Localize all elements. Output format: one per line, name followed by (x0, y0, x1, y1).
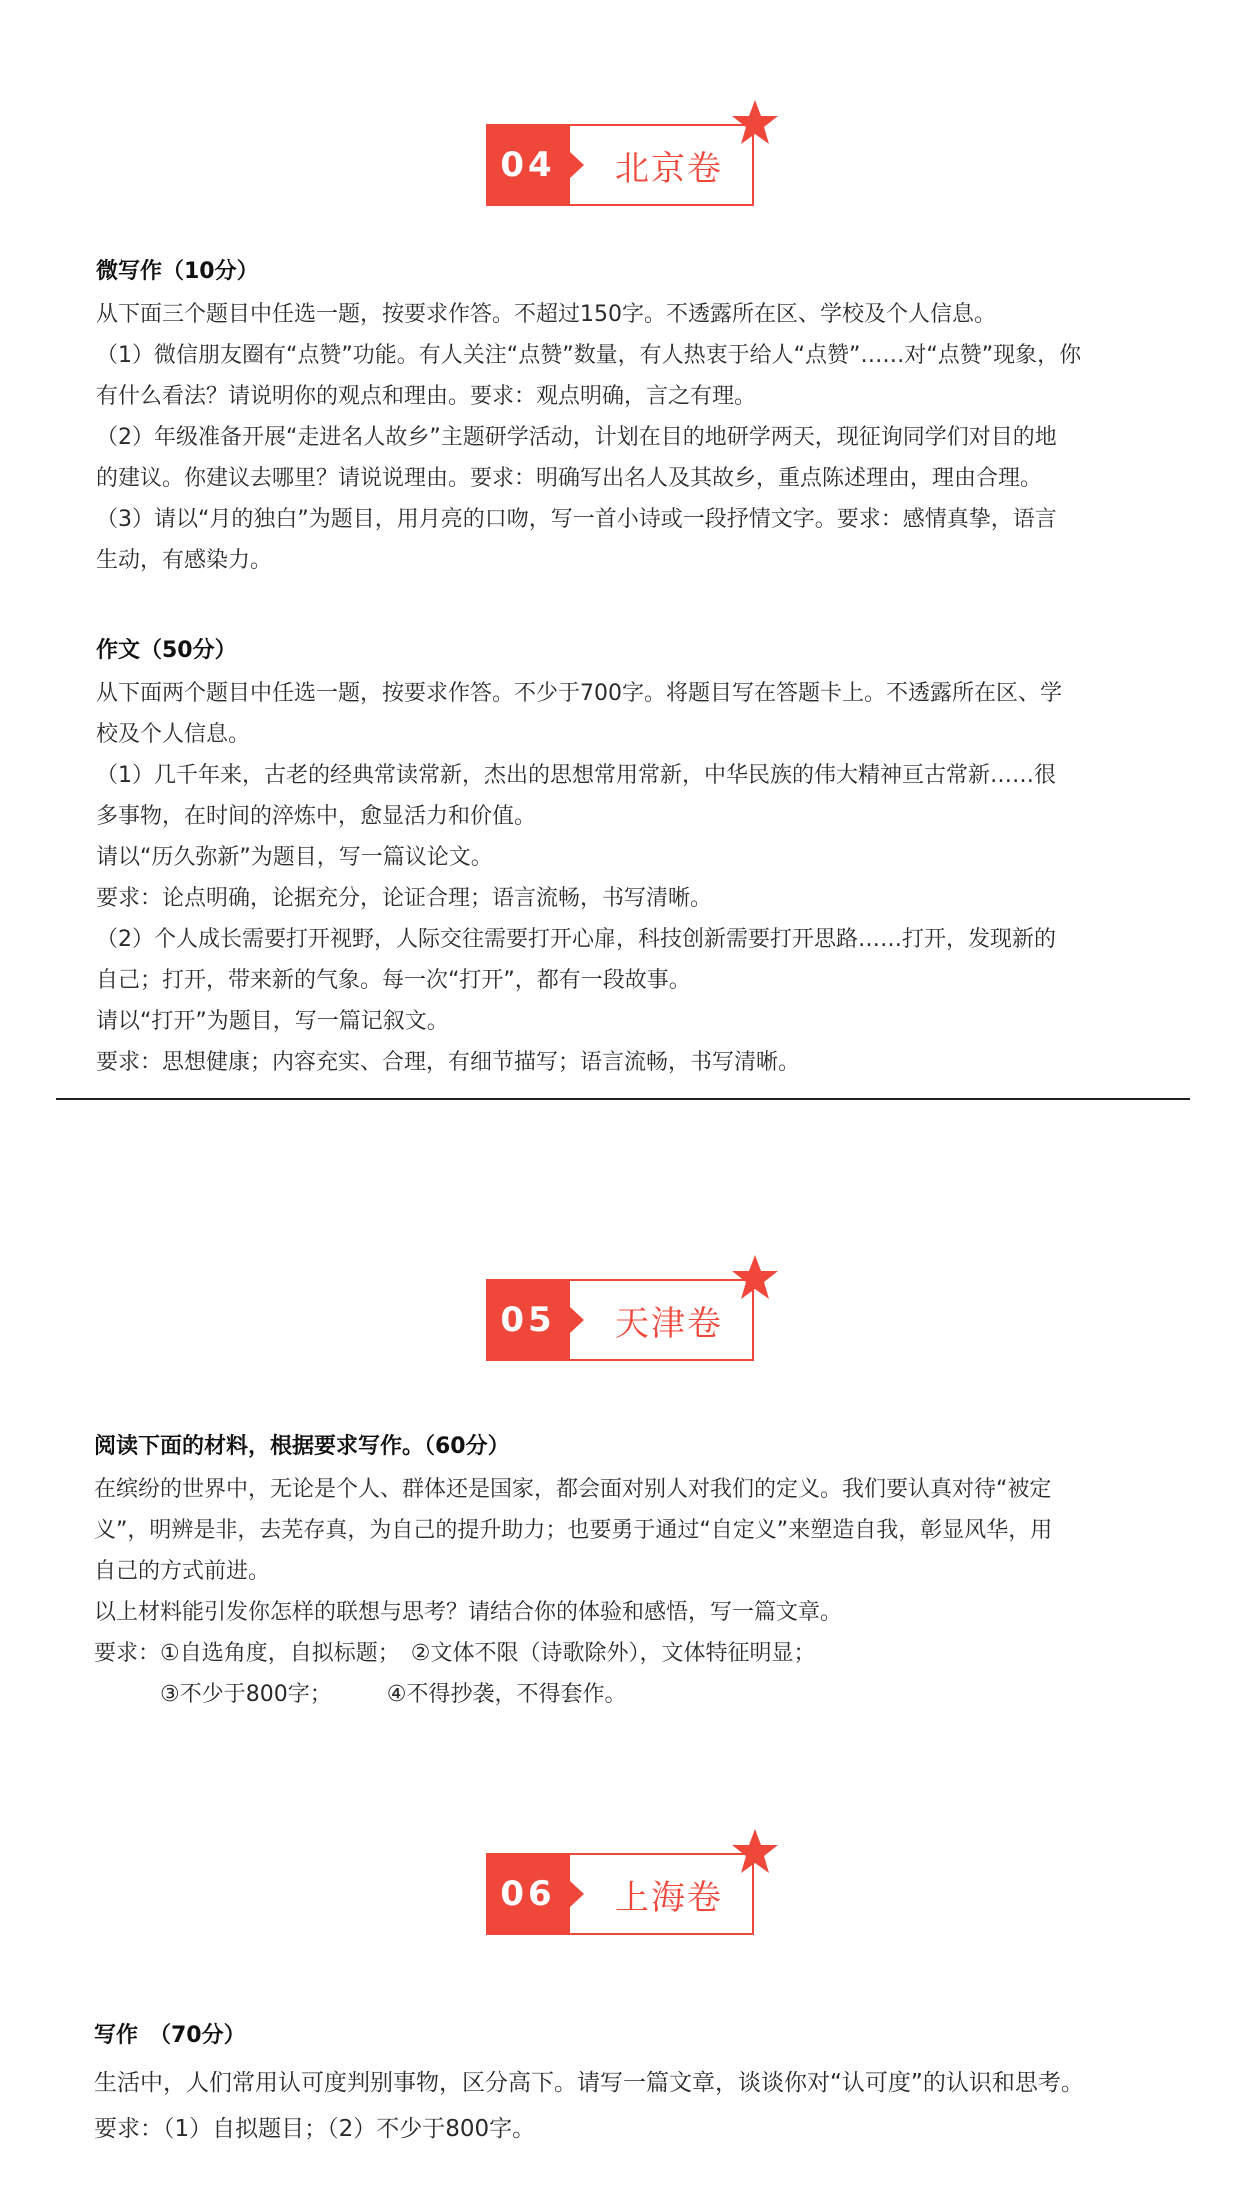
badge-arrow (570, 1881, 584, 1907)
text-line: （1）微信朋友圈有“点赞”功能。有人关注“点赞”数量，有人热衷于给人“点赞”……对“点赞”现象，你 (96, 343, 1082, 368)
section-title: 天津卷 (615, 1303, 723, 1344)
block-body (94, 2063, 1084, 2155)
section-divider (56, 1098, 1190, 1100)
text-line: 要求：论点明确，论据充分，论证合理；语言流畅，书写清晰。 (96, 886, 713, 911)
block-heading: 作文（50分） (96, 638, 237, 663)
text-line: 要求：（1）自拟题目；（2）不少于800字。 (94, 2116, 536, 2142)
text-line: 自己的方式前进。 (94, 1559, 271, 1584)
block-body (94, 1469, 1052, 1715)
text-line: （1）几千年来，古老的经典常读常新，杰出的思想常用常新，中华民族的伟大精神亘古常新……很 (96, 763, 1057, 788)
text-line: 请以“历久弥新”为题目，写一篇议论文。 (96, 845, 493, 870)
text-line: （2）年级准备开展“走进名人故乡”主题研学活动，计划在目的地研学两天，现征询同学们对目的地 (96, 425, 1057, 450)
text-line: （3）请以“月的独白”为题目，用月亮的口吻，写一首小诗或一段抒情文字。要求：感情真挚，语言 (96, 507, 1057, 532)
text-line: 请以“打开”为题目，写一篇记叙文。 (96, 1009, 449, 1034)
text-line: 要求：①自选角度，自拟标题； ②文体不限（诗歌除外），文体特征明显； (94, 1641, 816, 1666)
star-icon (730, 1253, 780, 1303)
text-line: 自己；打开，带来新的气象。每一次“打开”，都有一段故事。 (96, 968, 691, 993)
text-line: 以上材料能引发你怎样的联想与思考？请结合你的体验和感悟，写一篇文章。 (94, 1600, 843, 1625)
text-line: 有什么看法？请说明你的观点和理由。要求：观点明确，言之有理。 (96, 384, 757, 409)
text-line: 生活中，人们常用认可度判别事物，区分高下。请写一篇文章，谈谈你对“认可度”的认识和思考。 (94, 2070, 1084, 2096)
star-icon (730, 98, 780, 148)
text-line: ③不少于800字； ④不得抄袭，不得套作。 (94, 1682, 627, 1707)
block-heading: 写作 （70分） (94, 2023, 246, 2048)
star-icon (730, 1827, 780, 1877)
section-badge-beijing (486, 124, 754, 206)
text-line: 生动，有感染力。 (96, 548, 273, 573)
section-number: 05 (486, 1279, 570, 1361)
text-line: 校及个人信息。 (96, 722, 251, 747)
text-line: 在缤纷的世界中，无论是个人、群体还是国家，都会面对别人对我们的定义。我们要认真对待“被定 (94, 1477, 1052, 1502)
section-badge-tianjin (486, 1279, 754, 1361)
text-line: 义”，明辨是非，去芜存真，为自己的提升助力；也要勇于通过“自定义”来塑造自我，彰显风华，用 (94, 1518, 1053, 1543)
text-line: 从下面三个题目中任选一题，按要求作答。不超过150字。不透露所在区、学校及个人信息。 (96, 302, 996, 327)
text-line: 的建议。你建议去哪里？请说说理由。要求：明确写出名人及其故乡，重点陈述理由，理由合理。 (96, 466, 1043, 491)
section-badge-shanghai (486, 1853, 754, 1935)
text-line: 多事物，在时间的淬炼中，愈显活力和价值。 (96, 804, 537, 829)
section-title: 上海卷 (615, 1877, 723, 1918)
section-number: 04 (486, 124, 570, 206)
badge-arrow (570, 152, 584, 178)
section-title: 北京卷 (615, 148, 723, 189)
block-body (96, 294, 1081, 581)
text-line: （2）个人成长需要打开视野，人际交往需要打开心扉，科技创新需要打开思路……打开，发现新的 (96, 927, 1057, 952)
text-line: 从下面两个题目中任选一题，按要求作答。不少于700字。将题目写在答题卡上。不透露所在区、学 (96, 681, 1062, 706)
block-heading: 阅读下面的材料，根据要求写作。（60分） (94, 1434, 510, 1459)
block-heading: 微写作（10分） (96, 259, 259, 284)
text-line: 要求：思想健康；内容充实、合理，有细节描写；语言流畅，书写清晰。 (96, 1050, 801, 1075)
block-body (96, 673, 1062, 1083)
section-number: 06 (486, 1853, 570, 1935)
badge-arrow (570, 1307, 584, 1333)
